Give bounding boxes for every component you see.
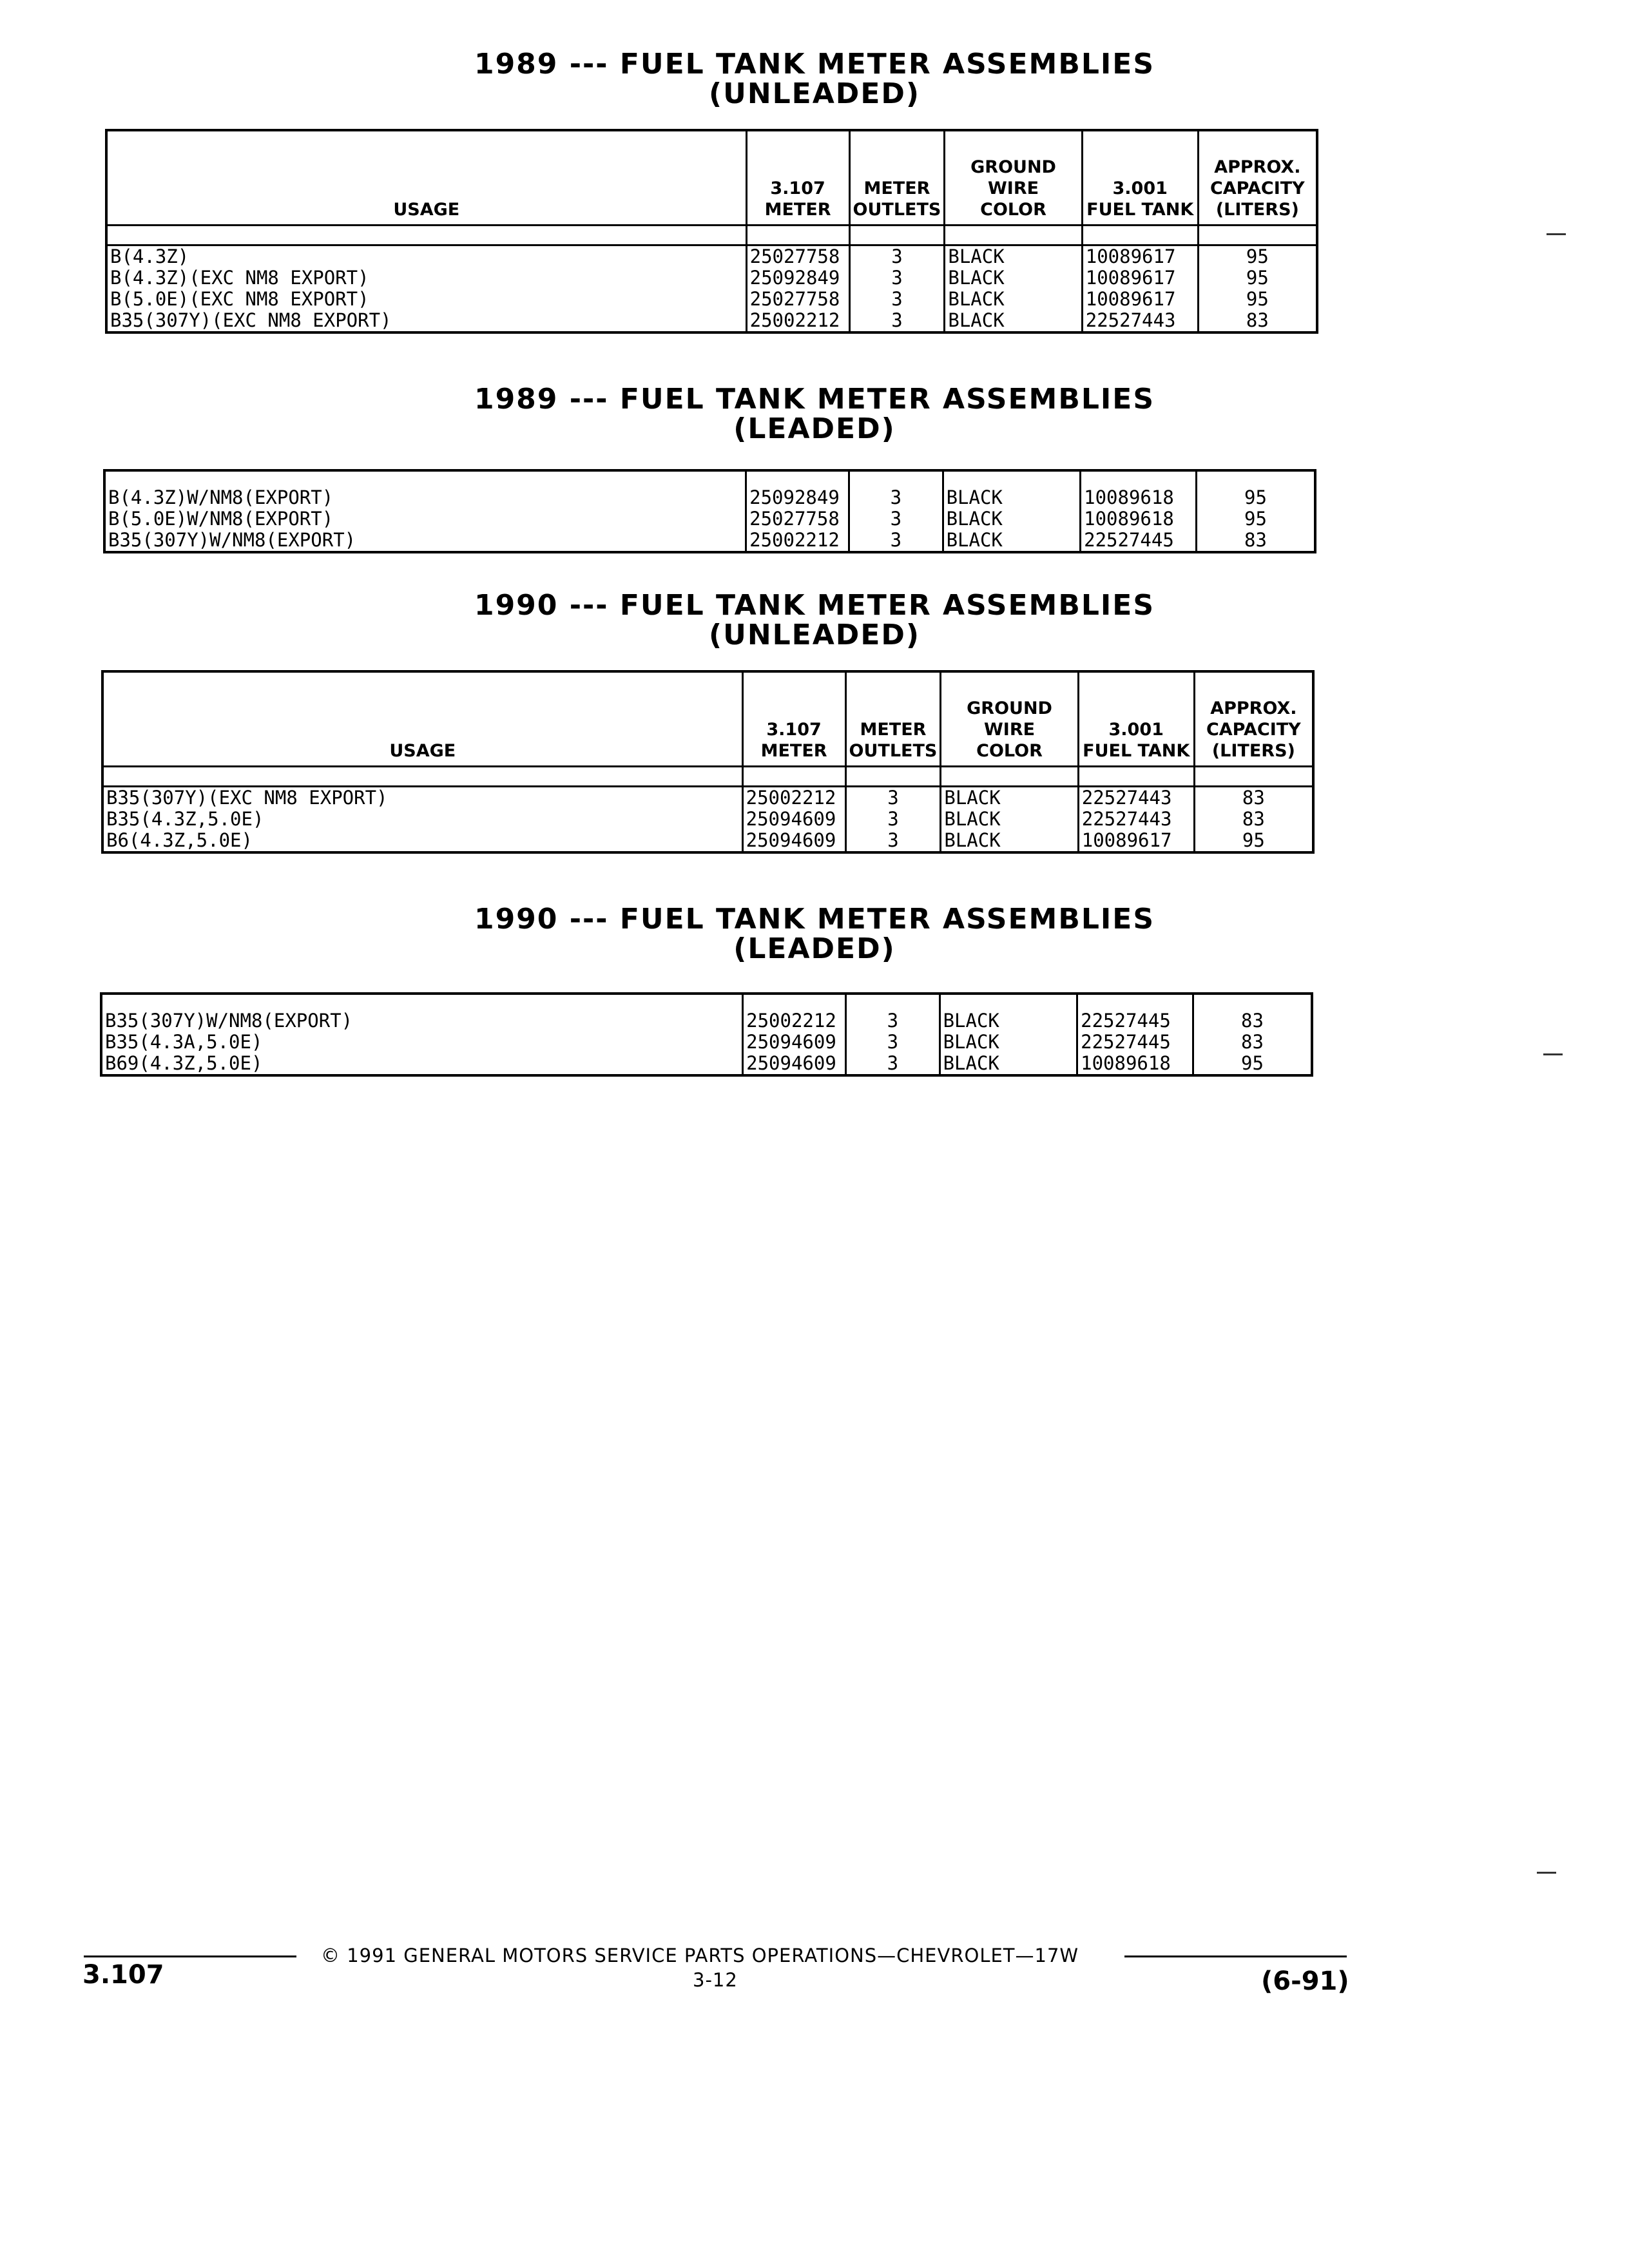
tank-cell: 22527443 22527443 10089617	[1078, 787, 1194, 853]
table-body	[102, 787, 1313, 853]
margin-mark	[1537, 1872, 1556, 1874]
section-title-text: 1989 --- FUEL TANK METER ASSEMBLIES	[474, 48, 1155, 81]
col-meter: 3.107 METER	[742, 671, 845, 767]
spacer-row	[102, 767, 1313, 787]
table-1989-unleaded	[105, 129, 1318, 334]
section-title-text: 1990 --- FUEL TANK METER ASSEMBLIES	[474, 589, 1155, 622]
meter-cell: 25027758 25092849 25027758 25002212	[746, 245, 849, 333]
capacity-cell: 83 83 95	[1193, 994, 1313, 1075]
footer-section-number: 3.107	[82, 1960, 164, 1990]
wire-cell: BLACK BLACK BLACK	[940, 994, 1077, 1075]
col-capacity: APPROX. CAPACITY (LITERS)	[1194, 671, 1313, 767]
capacity-cell: 95 95 83	[1197, 470, 1316, 552]
meter-cell: 25002212 25094609 25094609	[742, 787, 845, 853]
section-title-1989-leaded	[0, 385, 1629, 443]
col-capacity: APPROX. CAPACITY (LITERS)	[1198, 130, 1317, 226]
col-wire: GROUND WIRE COLOR	[945, 130, 1082, 226]
meter-cell: 25092849 25027758 25002212	[746, 470, 849, 552]
table-1990-unleaded	[101, 670, 1315, 854]
margin-mark	[1543, 1053, 1563, 1055]
capacity-cell: 83 83 95	[1194, 787, 1313, 853]
tank-cell: 10089618 10089618 22527445	[1081, 470, 1197, 552]
capacity-cell: 95 95 95 83	[1198, 245, 1317, 333]
section-title-text: 1990 --- FUEL TANK METER ASSEMBLIES	[474, 903, 1155, 936]
col-wire: GROUND WIRE COLOR	[941, 671, 1078, 767]
table-body	[104, 470, 1315, 552]
wire-cell: BLACK BLACK BLACK	[941, 787, 1078, 853]
meter-cell: 25002212 25094609 25094609	[743, 994, 846, 1075]
usage-cell: B(4.3Z) B(4.3Z)(EXC NM8 EXPORT) B(5.0E)(EXC NM8 EXPORT) B35(307Y)(EXC NM8 EXPORT)	[110, 245, 392, 331]
footer-rule-left	[84, 1956, 296, 1957]
section-title-1990-unleaded	[0, 591, 1629, 649]
table-1989-leaded	[103, 469, 1316, 553]
col-usage: USAGE	[102, 671, 742, 767]
section-subtitle-text: (LEADED)	[733, 932, 896, 965]
margin-mark	[1547, 233, 1566, 235]
outlets-cell: 3 3 3	[846, 994, 940, 1075]
header-row	[106, 130, 1317, 226]
tank-cell: 22527445 22527445 10089618	[1077, 994, 1193, 1075]
footer-copyright: © 1991 GENERAL MOTORS SERVICE PARTS OPERATIONS—CHEVROLET—17W	[321, 1945, 1079, 1966]
section-subtitle-text: (UNLEADED)	[708, 619, 921, 651]
footer-page-number: 3-12	[693, 1969, 738, 1991]
section-subtitle-text: (UNLEADED)	[708, 77, 921, 110]
col-usage: USAGE	[106, 130, 746, 226]
section-title-1990-leaded	[0, 905, 1629, 963]
section-subtitle-text: (LEADED)	[733, 412, 896, 445]
outlets-cell: 3 3 3	[845, 787, 941, 853]
table-1990-leaded	[100, 992, 1313, 1077]
outlets-cell: 3 3 3 3	[849, 245, 945, 333]
col-outlets: METER OUTLETS	[849, 130, 945, 226]
wire-cell: BLACK BLACK BLACK	[943, 470, 1081, 552]
usage-cell: B35(307Y)(EXC NM8 EXPORT) B35(4.3Z,5.0E) B6(4.3Z,5.0E)	[106, 787, 388, 851]
section-title-text: 1989 --- FUEL TANK METER ASSEMBLIES	[474, 383, 1155, 416]
col-meter: 3.107 METER	[746, 130, 849, 226]
usage-cell: B35(307Y)W/NM8(EXPORT) B35(4.3A,5.0E) B69(4.3Z,5.0E)	[105, 1010, 353, 1074]
wire-cell: BLACK BLACK BLACK BLACK	[945, 245, 1082, 333]
header-row	[102, 671, 1313, 767]
section-title-1989-unleaded	[0, 50, 1629, 108]
spacer-row	[106, 226, 1317, 245]
table-body	[101, 994, 1312, 1075]
outlets-cell: 3 3 3	[849, 470, 943, 552]
footer-rule-right	[1124, 1956, 1347, 1957]
col-outlets: METER OUTLETS	[845, 671, 941, 767]
footer-revision: (6-91)	[1261, 1966, 1349, 1996]
table-body	[106, 245, 1317, 333]
col-tank: 3.001 FUEL TANK	[1078, 671, 1194, 767]
tank-cell: 10089617 10089617 10089617 22527443	[1082, 245, 1198, 333]
col-tank: 3.001 FUEL TANK	[1082, 130, 1198, 226]
usage-cell: B(4.3Z)W/NM8(EXPORT) B(5.0E)W/NM8(EXPORT) B35(307Y)W/NM8(EXPORT)	[108, 486, 356, 551]
